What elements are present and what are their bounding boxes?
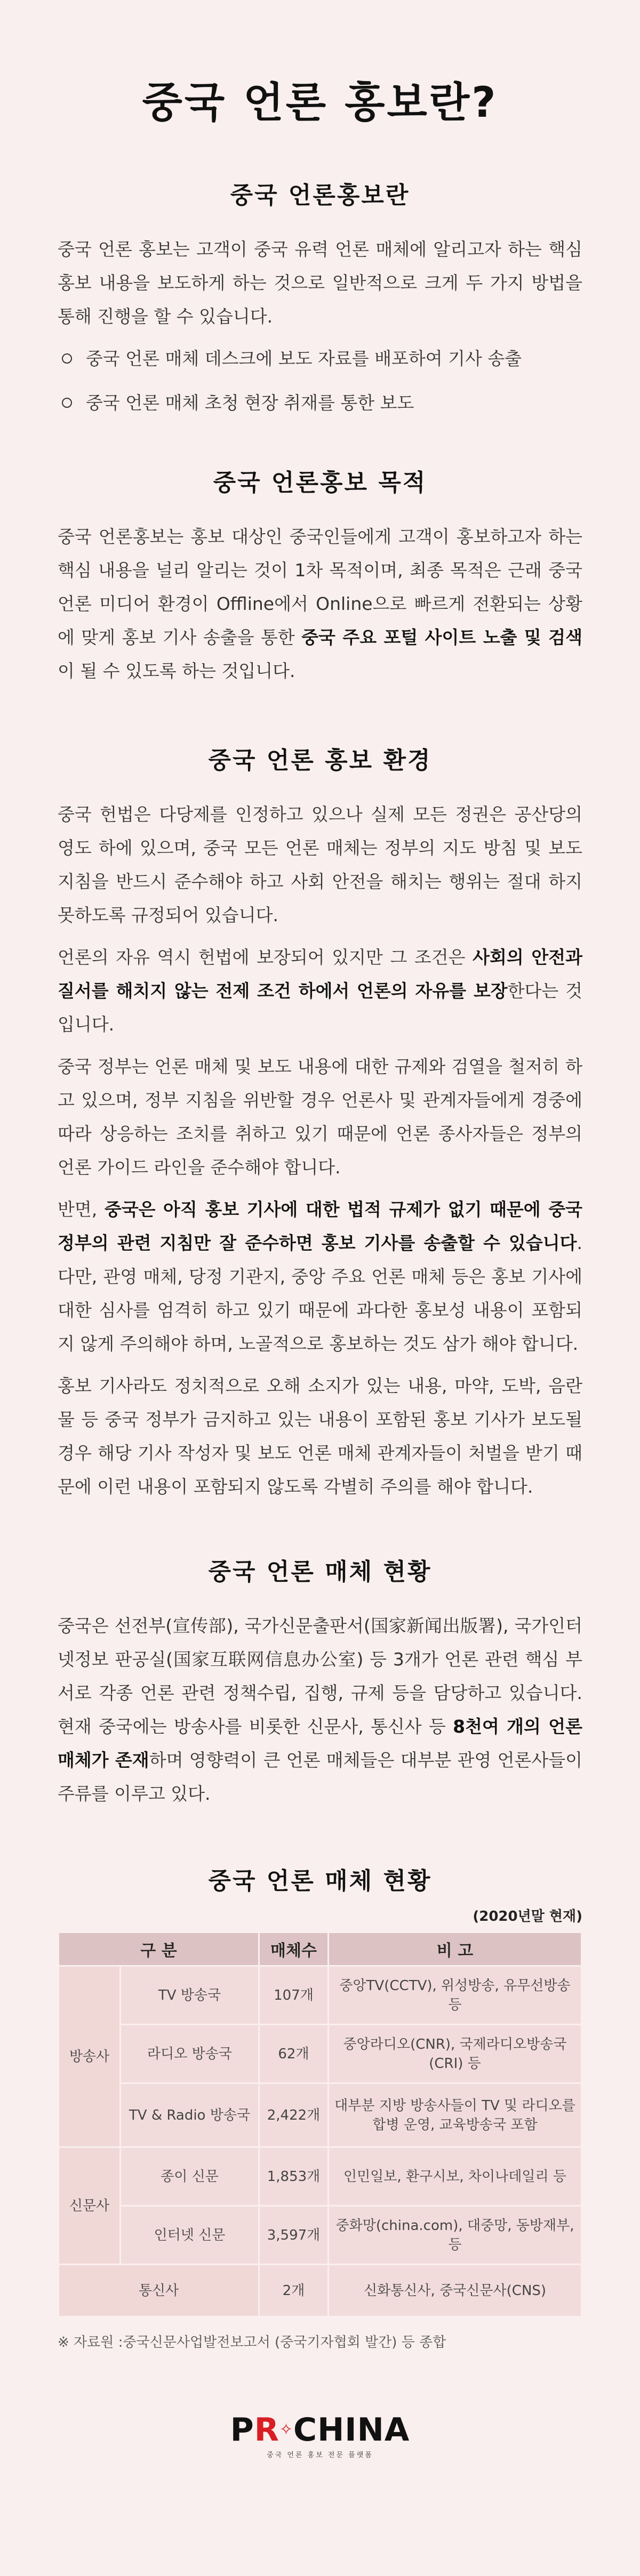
table-date-note: (2020년말 현재) (473, 1909, 582, 1925)
table-cell-type: TV 방송국 (121, 1966, 259, 2025)
environment-paragraph-3: 중국 정부는 언론 매체 및 보도 내용에 대한 규제와 검열을 철저히 하고 있으며, 정부 지침을 위반할 경우 언론사 및 관계자들에게 경중에 따라 상응하는 조치를 취하고 있기 때문에 언론 종사자들은 정부의 언론 가이드 라인을 준수해야 합니다. (58, 1056, 582, 1178)
table-row (59, 1966, 582, 2025)
table-header-note: 비 고 (329, 1933, 582, 1966)
prchina-logo: PR✧CHINA (230, 2411, 410, 2449)
media-status-paragraph: 중국은 선전부(宣传部), 국가신문출판서(国家新闻出版署), 국가인터넷정보 판공실(国家互联网信息办公室) 등 3개가 언론 관련 핵심 부서로 각종 언론 관련 정책수립, 집행, 규제 등을 담당하고 있습니다. 현재 중국에는 방송사를 비롯한 신문사, 통신사 등 8천여 개의 언론 매체가 존재하며 영향력이 큰 언론 매체들은 대부분 관영 언론사들이 주류를 이루고 있다. (58, 1615, 582, 1804)
table-cell-note: 신화통신사, 중국신문사(CNS) (329, 2265, 582, 2317)
table-cell-count: 1,853개 (259, 2147, 329, 2206)
table-row (59, 2083, 582, 2147)
content (0, 176, 640, 2459)
table-cell-count: 2,422개 (259, 2083, 329, 2147)
table-cell-note: 중앙라디오(CNR), 국제라디오방송국(CRI) 등 (329, 2025, 582, 2083)
table-cell-type: TV & Radio 방송국 (121, 2083, 259, 2147)
environment-paragraph-1: 중국 헌법은 다당제를 인정하고 있으나 실제 모든 정권은 공산당의 영도 하에 있으며, 중국 모든 언론 매체는 정부의 지도 방침 및 보도 지침을 반드시 준수해야 하고 사회 안전을 해치는 행위는 절대 하지 못하도록 규정되어 있습니다. (58, 804, 582, 925)
list-item-text: 중국 언론 매체 데스크에 보도 자료를 배포하여 기사 송출 (86, 348, 522, 369)
table-cell-note: 대부분 지방 방송사들이 TV 및 라디오를 합병 운영, 교육방송국 포함 (329, 2083, 582, 2147)
logo-subtitle: 중국 언론 홍보 전문 플랫폼 (267, 2451, 373, 2459)
section-definition (58, 176, 582, 420)
table-category-broadcast: 방송사 (59, 1966, 121, 2147)
table-header-row (59, 1933, 582, 1966)
table-cell-count: 62개 (259, 2025, 329, 2083)
method-list (58, 342, 582, 420)
section-title-purpose: 중국 언론홍보 목적 (213, 469, 427, 496)
section-media-status (58, 1552, 582, 1810)
table-cell-type: 라디오 방송국 (121, 2025, 259, 2083)
environment-paragraph-5: 홍보 기사라도 정치적으로 오해 소지가 있는 내용, 마약, 도박, 음란물 등 중국 정부가 금지하고 있는 내용이 포함된 홍보 기사가 보도될 경우 해당 기사 작성자 및 보도 언론 매체 관계자들이 처벌을 받기 때문에 이런 내용이 포함되지 않도록 각별히 주의를 해야 합니다. (58, 1375, 582, 1497)
list-item (58, 342, 582, 375)
table-cell-note: 중화망(china.com), 대중망, 동방재부, 등 (329, 2206, 582, 2265)
section-title-environment: 중국 언론 홍보 환경 (208, 747, 432, 774)
table-row (59, 2206, 582, 2265)
table-header-category: 구 분 (59, 1933, 259, 1966)
table-cell-note: 인민일보, 환구시보, 차이나데일리 등 (329, 2147, 582, 2206)
footer-logo (58, 2411, 582, 2459)
table-cell-note: 중앙TV(CCTV), 위성방송, 유무선방송 등 (329, 1966, 582, 2025)
table-row (59, 2147, 582, 2206)
section-purpose (58, 463, 582, 688)
section-title-media-table: 중국 언론 매체 현황 (208, 1867, 432, 1895)
table-source-note: ※ 자료원 :중국신문사업발전보고서 (중국기자협회 발간) 등 종합 (58, 2334, 446, 2350)
table-cell-count: 2개 (259, 2265, 329, 2317)
environment-paragraph-4: 반면, 중국은 아직 홍보 기사에 대한 법적 규제가 없기 때문에 중국 정부의 관련 지침만 잘 준수하면 홍보 기사를 송출할 수 있습니다. 다만, 관영 매체, 당정 기관지, 중앙 주요 언론 매체 등은 홍보 기사에 대한 심사를 엄격히 하고 있기 때문에 과다한 홍보성 내용이 포함되지 않게 주의해야 하며, 노골적으로 홍보하는 것도 삼가 해야 합니다. (58, 1199, 582, 1354)
list-item-text: 중국 언론 매체 초청 현장 취재를 통한 보도 (86, 392, 414, 413)
table-cell-type: 인터넷 신문 (121, 2206, 259, 2265)
section-title-definition: 중국 언론홍보란 (230, 182, 410, 209)
table-row (59, 2265, 582, 2317)
environment-paragraph-2: 언론의 자유 역시 헌법에 보장되어 있지만 그 조건은 사회의 안전과 질서를 해치지 않는 전제 조건 하에서 언론의 자유를 보장한다는 것입니다. (58, 947, 582, 1035)
table-row (59, 2025, 582, 2083)
table-cell-type: 종이 신문 (121, 2147, 259, 2206)
table-category-newspaper: 신문사 (59, 2147, 121, 2265)
purpose-paragraph: 중국 언론홍보는 홍보 대상인 중국인들에게 고객이 홍보하고자 하는 핵심 내용을 널리 알리는 것이 1차 목적이며, 최종 목적은 근래 중국 언론 미디어 환경이 Offline에서 Online으로 빠르게 전환되는 상황에 맞게 홍보 기사 송출을 통한 중국 주요 포털 사이트 노출 및 검색이 될 수 있도록 하는 것입니다. (58, 526, 582, 681)
table-category-agency: 통신사 (59, 2265, 259, 2317)
list-item (58, 386, 582, 420)
section-environment (58, 741, 582, 1503)
section-media-table (58, 1862, 582, 2351)
table-cell-count: 107개 (259, 1966, 329, 2025)
section-title-media-status: 중국 언론 매체 현황 (208, 1558, 432, 1585)
media-table (58, 1931, 582, 2317)
table-header-count: 매체수 (259, 1933, 329, 1966)
circle-bullet-icon (62, 398, 72, 408)
page-title: 중국 언론 홍보란? (142, 79, 498, 127)
swoosh-icon: ✧ (279, 2420, 294, 2439)
definition-paragraph: 중국 언론 홍보는 고객이 중국 유력 언론 매체에 알리고자 하는 핵심 홍보 내용을 보도하게 하는 것으로 일반적으로 크게 두 가지 방법을 통해 진행을 할 수 있습니다. (58, 239, 582, 327)
circle-bullet-icon (62, 353, 72, 364)
table-cell-count: 3,597개 (259, 2206, 329, 2265)
